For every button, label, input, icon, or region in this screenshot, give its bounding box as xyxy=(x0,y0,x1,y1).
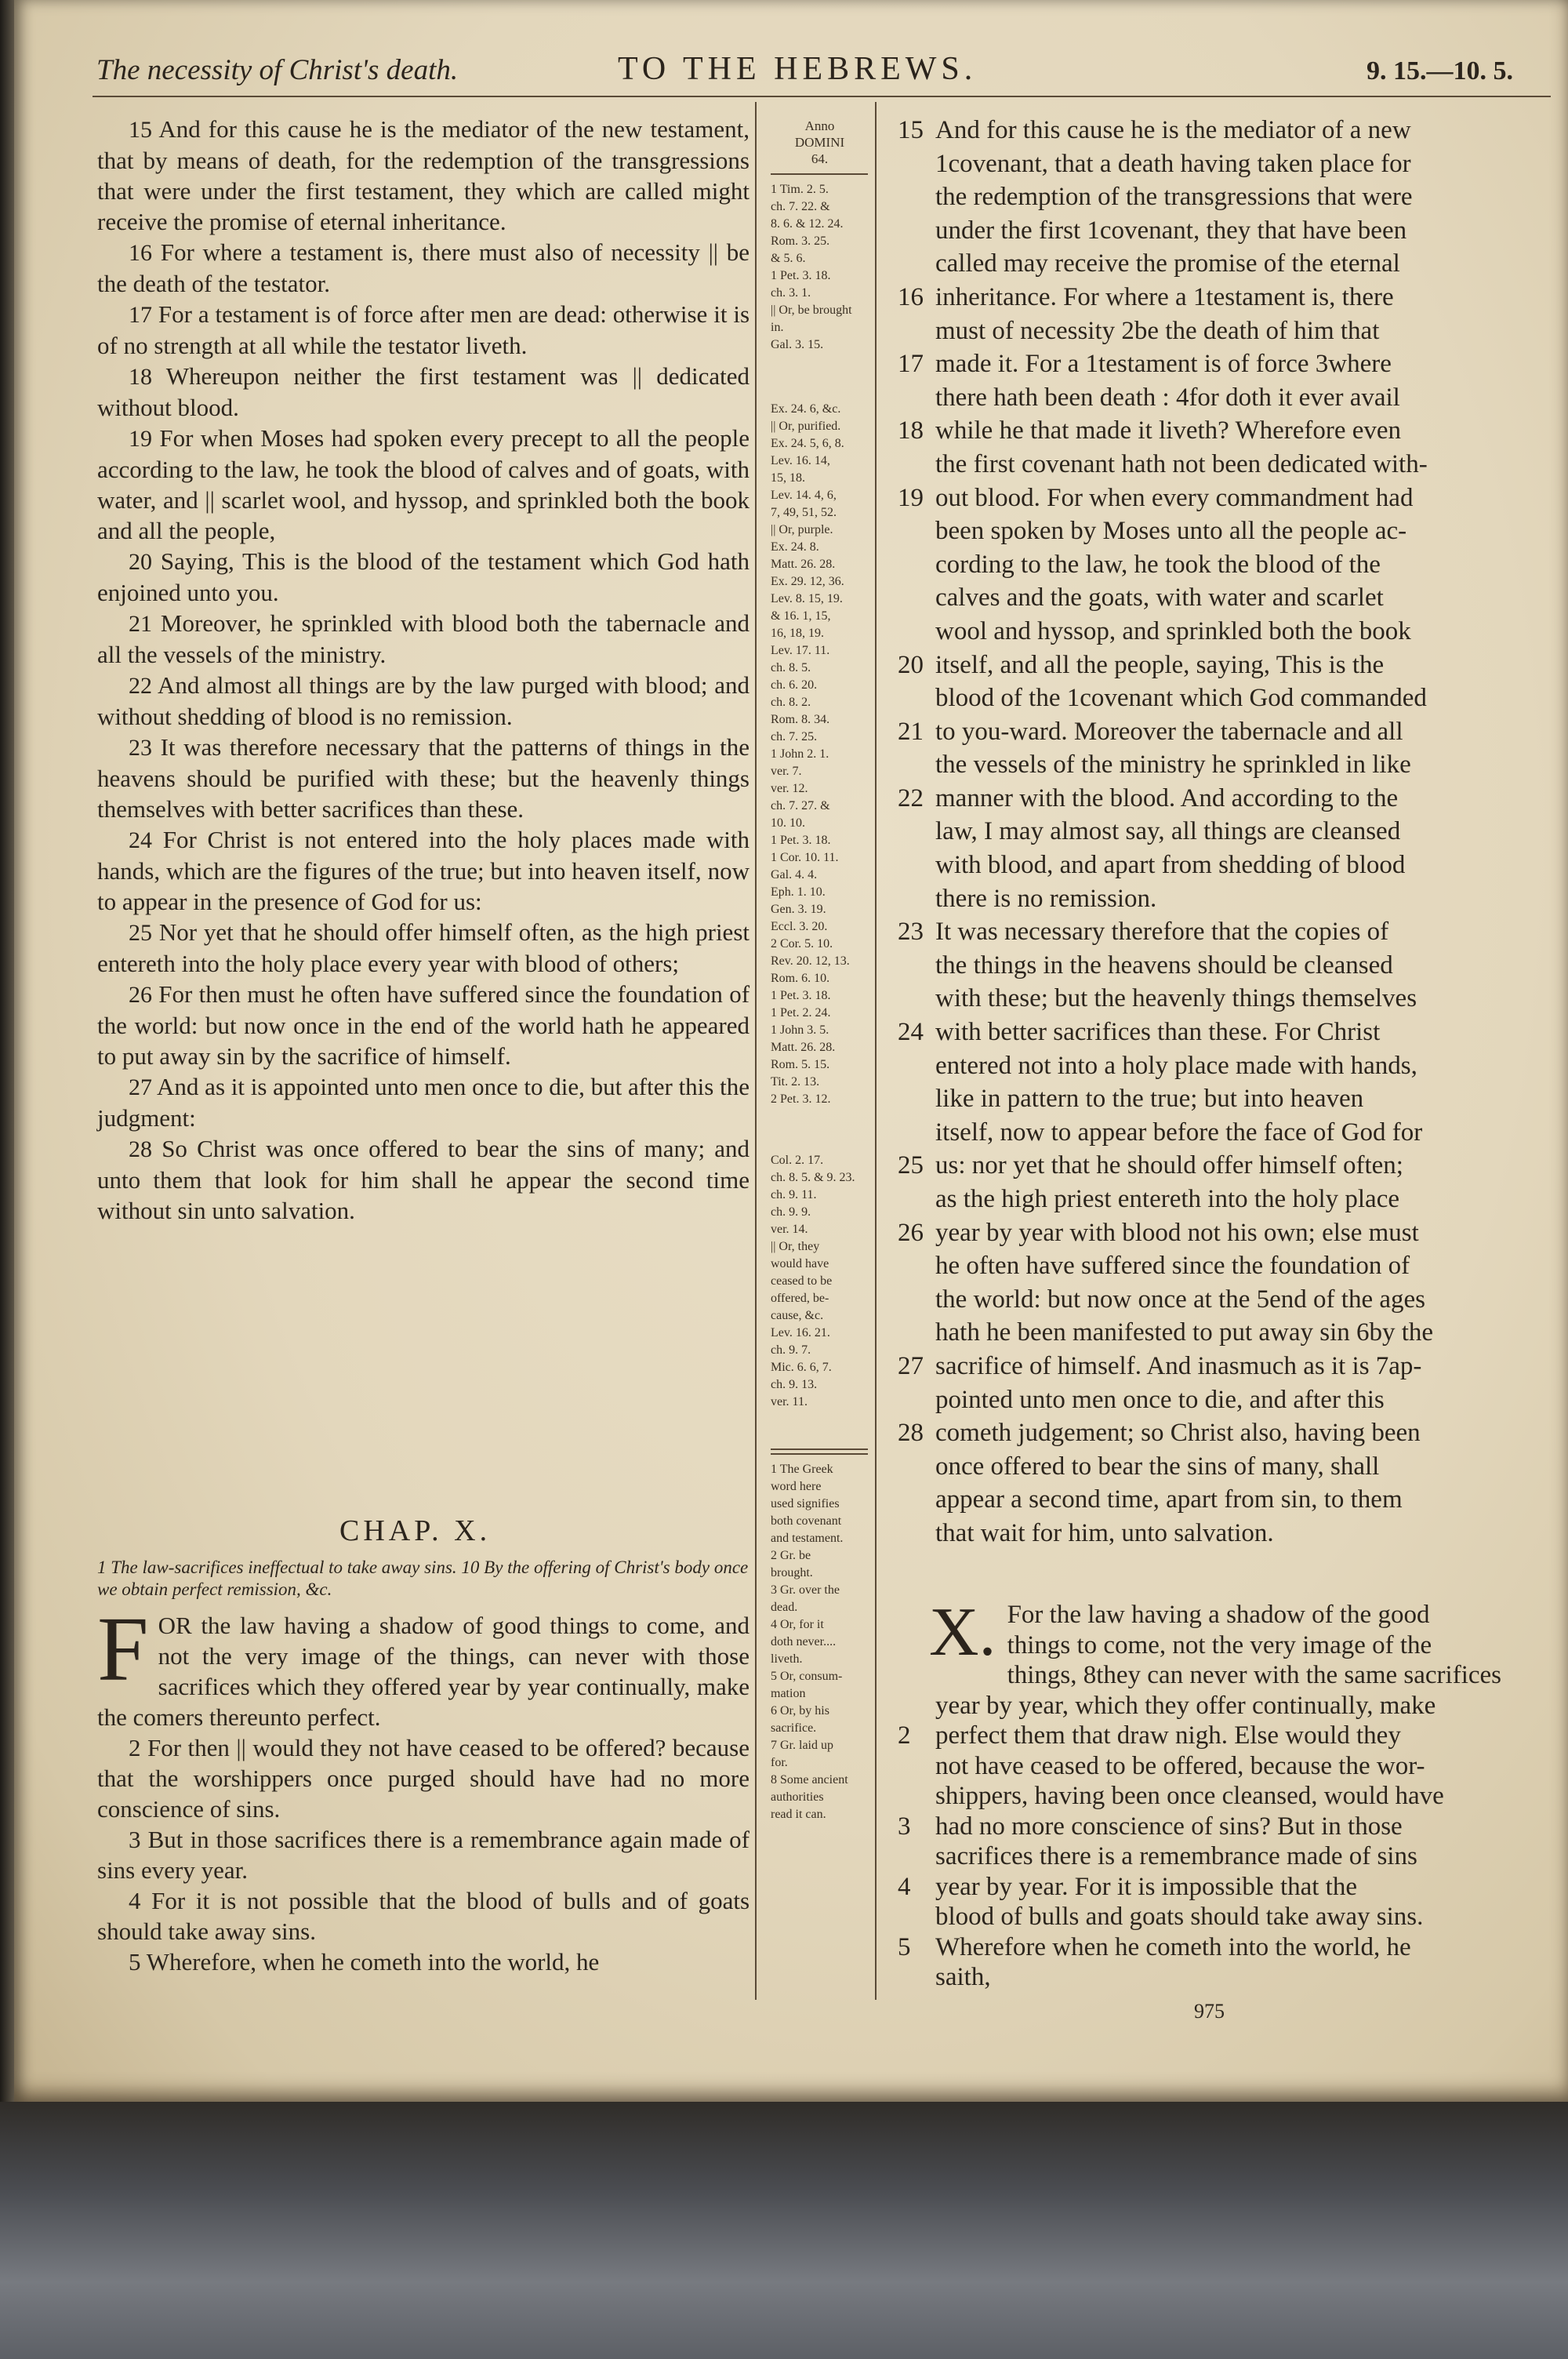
text-line xyxy=(898,1902,1544,1932)
reference-entry: ch. 7. 25. xyxy=(771,730,818,743)
reference-entry: sacrifice. xyxy=(771,1721,817,1735)
verse-block: 2 For then || would they not have ceased to be offered? because that the worshippers once purged should have had no more conscience of sins. xyxy=(97,1734,750,1823)
line-text: 1covenant, that a death having taken place for xyxy=(935,149,1411,178)
reference-entry: 7, 49, 51, 52. xyxy=(771,506,837,519)
text-line xyxy=(898,180,1544,214)
column-divider-left xyxy=(755,102,757,2000)
reference-entry: 1 Pet. 3. 18. xyxy=(771,989,831,1002)
verse-block: 16 For where a testament is, there must also of necessity || be the death of the testator. xyxy=(97,238,750,297)
text-line xyxy=(898,782,1544,816)
line-text: cording to the law, he took the blood of the xyxy=(935,550,1381,579)
reference-entry: ch. 8. 2. xyxy=(771,696,811,709)
reference-entry: Col. 2. 17. xyxy=(771,1154,824,1167)
reference-entry: brought. xyxy=(771,1566,813,1579)
notes-rule xyxy=(771,1448,868,1450)
text-line xyxy=(898,1450,1544,1484)
line-text: hath he been manifested to put away sin 6by the xyxy=(935,1318,1434,1347)
drop-cap: F xyxy=(97,1598,149,1700)
verse-block: 24 For Christ is not entered into the holy places made with hands, which are the figures of the true; but into heaven itself, now to appear in the presence of God for us: xyxy=(97,826,750,915)
anno-rule xyxy=(771,173,868,175)
line-text: the vessels of the ministry he sprinkled in like xyxy=(935,751,1411,780)
page-number: 975 xyxy=(1194,2000,1225,2023)
reference-entry: Ex. 24. 6, &c. xyxy=(771,402,841,416)
reference-entry: read it can. xyxy=(771,1808,826,1821)
text-line xyxy=(898,949,1544,983)
reference-group xyxy=(771,1152,869,1411)
text-line xyxy=(898,1049,1544,1083)
verse-number: 4 xyxy=(898,1872,911,1901)
bible-page xyxy=(14,0,1568,2102)
text-line xyxy=(898,1383,1544,1417)
verse-number: 17 xyxy=(898,350,924,379)
line-text: there is no remission. xyxy=(935,884,1157,913)
reference-entry: 3 Gr. over the xyxy=(771,1583,840,1597)
verse-block: 28 So Christ was once offered to bear the sins of many; and unto them that look for him shall he appear the second time without sin unto salvation. xyxy=(97,1135,750,1224)
text-line xyxy=(898,1149,1544,1183)
text-line xyxy=(898,849,1544,882)
line-text: while he that made it liveth? Wherefore even xyxy=(935,416,1402,445)
reference-entry: Eccl. 3. 20. xyxy=(771,920,828,933)
text-line xyxy=(898,1751,1544,1782)
line-text: under the first 1covenant, they that have been xyxy=(935,216,1407,245)
reference-entry: Lev. 16. 21. xyxy=(771,1326,830,1339)
text-line xyxy=(898,381,1544,415)
reference-entry: Lev. 16. 14, xyxy=(771,454,830,467)
text-line xyxy=(898,1660,1544,1691)
line-text: law, I may almost say, all things are cleansed xyxy=(935,817,1401,846)
line-text: sacrifices there is a remembrance made of sins xyxy=(935,1842,1417,1870)
reference-entry: 1 Pet. 2. 24. xyxy=(771,1006,831,1020)
text-line xyxy=(898,147,1544,181)
text-line xyxy=(898,347,1544,381)
reference-entry: Gen. 3. 19. xyxy=(771,903,826,916)
verse-block: 25 Nor yet that he should offer himself often, as the high priest entereth into the holy place every year with blood of others; xyxy=(97,918,750,977)
reference-entry: both covenant xyxy=(771,1514,842,1528)
text-line xyxy=(898,1350,1544,1383)
reference-entry: 1 Tim. 2. 5. xyxy=(771,183,829,196)
line-text: as the high priest entereth into the holy place xyxy=(935,1185,1399,1213)
text-line xyxy=(898,1316,1544,1350)
text-line xyxy=(898,114,1544,147)
rv-column xyxy=(898,114,1544,1550)
verse-number: 20 xyxy=(898,650,924,679)
reference-entry: || Or, be brought xyxy=(771,304,852,317)
line-text: that wait for him, unto salvation. xyxy=(935,1518,1274,1547)
verse-number: 23 xyxy=(898,918,924,947)
text-line xyxy=(898,214,1544,248)
reference-entry: ch. 7. 22. & xyxy=(771,200,830,213)
line-text: been spoken by Moses unto all the people ac- xyxy=(935,517,1407,546)
running-head-title: TO THE HEBREWS. xyxy=(618,51,978,87)
verse-number: 3 xyxy=(898,1812,911,1841)
text-line xyxy=(898,1872,1544,1903)
reference-entry: Gal. 4. 4. xyxy=(771,868,818,881)
line-text: the world: but now once at the 5end of the ages xyxy=(935,1285,1425,1314)
text-line xyxy=(898,915,1544,949)
reference-entry: 2 Cor. 5. 10. xyxy=(771,937,833,951)
text-line xyxy=(898,815,1544,849)
line-text: to you-ward. Moreover the tabernacle and all xyxy=(935,717,1403,746)
reference-entry: for. xyxy=(771,1756,788,1769)
text-line xyxy=(898,748,1544,782)
reference-entry: Ex. 24. 8. xyxy=(771,540,819,554)
reference-group xyxy=(771,181,869,354)
verse-number: 15 xyxy=(898,116,924,144)
line-text: the things in the heavens should be cleansed xyxy=(935,951,1393,980)
reference-entry: cause, &c. xyxy=(771,1309,824,1322)
text-line xyxy=(898,1962,1544,1993)
reference-entry: ch. 8. 5. xyxy=(771,661,811,674)
verse-block: 19 For when Moses had spoken every precept to all the people according to the law, he took the blood of calves and of goats, with water, and || scarlet wool, and hyssop, and sprinkled both the book and all the people, xyxy=(97,424,750,544)
text-line xyxy=(898,1183,1544,1216)
line-text: with better sacrifices than these. For Christ xyxy=(935,1018,1381,1047)
reference-entry: 6 Or, by his xyxy=(771,1704,829,1717)
text-line xyxy=(898,482,1544,515)
line-text: out blood. For when every commandment had xyxy=(935,483,1414,512)
line-text: with these; but the heavenly things themselves xyxy=(935,984,1417,1013)
line-text: manner with the blood. And according to the xyxy=(935,783,1399,812)
text-line xyxy=(898,581,1544,615)
rv-chapter-text xyxy=(898,1594,1544,1993)
line-text: made it. For a 1testament is of force 3where xyxy=(935,350,1392,379)
reference-entry: ch. 7. 27. & xyxy=(771,799,830,812)
line-text: there hath been death : 4for doth it ever avail xyxy=(935,383,1400,412)
reference-entry: word here xyxy=(771,1480,822,1493)
line-text: once offered to bear the sins of many, shall xyxy=(935,1452,1380,1481)
verse-block: 17 For a testament is of force after men are dead: otherwise it is of no strength at all while the testator liveth. xyxy=(97,300,750,359)
verse-number: 27 xyxy=(898,1351,924,1380)
reference-entry: 1 Pet. 3. 18. xyxy=(771,269,831,282)
verse-block: 26 For then must he often have suffered since the foundation of the world: but now once in the end of the world hath he appeared to put away sin by the sacrifice of himself. xyxy=(97,980,750,1070)
reference-entry: Matt. 26. 28. xyxy=(771,558,836,571)
chapter-summary: 1 The law-sacrifices ineffectual to take away sins. 10 By the offering of Christ's body once we obtain perfect remission, &c. xyxy=(97,1558,749,1599)
line-text: us: nor yet that he should offer himself often; xyxy=(935,1151,1403,1180)
reference-entry: 1 Cor. 10. 11. xyxy=(771,851,839,864)
text-line xyxy=(898,247,1544,281)
reference-entry: dead. xyxy=(771,1601,798,1614)
reference-entry: ch. 9. 9. xyxy=(771,1205,811,1219)
verse-number: 25 xyxy=(898,1151,924,1180)
line-text: year by year with blood not his own; else must xyxy=(935,1218,1419,1247)
reference-entry: || Or, purple. xyxy=(771,523,833,536)
text-line xyxy=(898,1082,1544,1116)
verse-number: 26 xyxy=(898,1218,924,1247)
line-text: called may receive the promise of the eternal xyxy=(935,249,1400,278)
text-line xyxy=(898,1932,1544,1963)
reference-entry: || Or, purified. xyxy=(771,420,841,433)
reference-entry: 10. 10. xyxy=(771,816,805,830)
line-text: calves and the goats, with water and scarlet xyxy=(935,583,1384,612)
reference-entry: Lev. 17. 11. xyxy=(771,644,830,657)
text-line xyxy=(898,1216,1544,1250)
text-line xyxy=(898,715,1544,749)
reference-entry: 1 John 3. 5. xyxy=(771,1023,829,1037)
reference-entry: 1 The Greek xyxy=(771,1463,833,1476)
reference-entry: ch. 9. 7. xyxy=(771,1343,811,1357)
line-text: appear a second time, apart from sin, to them xyxy=(935,1485,1403,1514)
text-line xyxy=(898,982,1544,1016)
header-rule xyxy=(93,96,1551,97)
reference-entry: ceased to be xyxy=(771,1274,833,1288)
reference-entry: ver. 14. xyxy=(771,1223,808,1236)
text-line xyxy=(898,1249,1544,1283)
year-label: 64. xyxy=(811,151,829,166)
reference-entry: ver. 7. xyxy=(771,765,802,778)
text-line xyxy=(898,1630,1544,1661)
verse-block: 20 Saying, This is the blood of the testament which God hath enjoined unto you. xyxy=(97,547,750,606)
chapter-text xyxy=(97,1598,750,1977)
text-line xyxy=(898,1721,1544,1751)
verse-block: 22 And almost all things are by the law purged with blood; and without shedding of blood is no remission. xyxy=(97,671,750,730)
text-line xyxy=(898,1416,1544,1450)
reference-entry: 2 Pet. 3. 12. xyxy=(771,1092,831,1106)
text-line xyxy=(898,1600,1544,1630)
reference-entry: liveth. xyxy=(771,1652,803,1666)
reference-entry: Rev. 20. 12, 13. xyxy=(771,954,850,968)
verse-number: 21 xyxy=(898,717,924,746)
line-text: cometh judgement; so Christ also, having been xyxy=(935,1419,1421,1448)
line-text: pointed unto men once to die, and after this xyxy=(935,1385,1385,1414)
verse-number: 24 xyxy=(898,1018,924,1047)
reference-entry: 1 John 2. 1. xyxy=(771,747,829,761)
kjv-column xyxy=(97,114,750,1226)
line-text: And for this cause he is the mediator of a new xyxy=(935,116,1411,144)
reference-entry: Lev. 8. 15, 19. xyxy=(771,592,843,605)
text-line xyxy=(898,1116,1544,1150)
text-line xyxy=(898,649,1544,682)
line-text: things to come, not the very image of the xyxy=(1007,1630,1432,1659)
line-text: the first covenant hath not been dedicated with- xyxy=(935,449,1428,478)
reference-entry: 8 Some ancient xyxy=(771,1773,848,1787)
marginal-references xyxy=(771,118,869,1823)
reference-entry: 2 Gr. be xyxy=(771,1549,811,1562)
reference-entry: Rom. 5. 15. xyxy=(771,1058,830,1071)
reference-entry: would have xyxy=(771,1257,829,1270)
verse-block: 23 It was therefore necessary that the patterns of things in the heavens should be purified with these; but the heavenly things themselves with better sacrifices than these. xyxy=(97,733,750,823)
verse-block: FOR the law having a shadow of good things to come, and not the very image of the things, can never with those sacrifices which they offered year by year continually, make the comers thereunto perfect. xyxy=(97,1598,750,1731)
reference-entry: mation xyxy=(771,1687,806,1700)
text-line xyxy=(898,514,1544,548)
footnotes-group xyxy=(771,1461,869,1823)
verse-block: 21 Moreover, he sprinkled with blood both the tabernacle and all the vessels of the ministry. xyxy=(97,609,750,668)
line-text: year by year, which they offer continually, make xyxy=(935,1691,1436,1720)
verse-block: 15 And for this cause he is the mediator of the new testament, that by means of death, for the redemption of the transgressions that were under the first testament, they which are called might receive the promise of eternal inheritance. xyxy=(97,115,750,235)
background-surface xyxy=(0,2102,1568,2359)
line-text: perfect them that draw nigh. Else would they xyxy=(935,1721,1401,1750)
reference-entry: 7 Gr. laid up xyxy=(771,1739,833,1752)
drop-cap: X. xyxy=(929,1594,996,1670)
reference-entry: Eph. 1. 10. xyxy=(771,885,826,899)
verse-number: 28 xyxy=(898,1419,924,1448)
text-line xyxy=(898,882,1544,916)
text-line xyxy=(898,1691,1544,1721)
verse-block: 27 And as it is appointed unto men once to die, but after this the judgment: xyxy=(97,1073,750,1132)
reference-entry: ch. 3. 1. xyxy=(771,286,811,300)
verse-block: 5 Wherefore, when he cometh into the world, he xyxy=(129,1948,600,1976)
text-line xyxy=(898,1841,1544,1872)
verse-number: 16 xyxy=(898,282,924,311)
text-line xyxy=(898,281,1544,314)
domini-label: DOMINI xyxy=(794,135,845,150)
reference-group xyxy=(771,401,869,1108)
anno-label: Anno xyxy=(804,118,835,133)
reference-entry: ch. 8. 5. & 9. 23. xyxy=(771,1171,855,1184)
line-text: shippers, having been once cleansed, would have xyxy=(935,1782,1444,1810)
text-line xyxy=(898,414,1544,448)
line-text: he often have suffered since the foundation of xyxy=(935,1252,1410,1281)
reference-entry: offered, be- xyxy=(771,1292,829,1305)
reference-entry: ch. 9. 13. xyxy=(771,1378,818,1391)
reference-entry: doth never.... xyxy=(771,1635,837,1648)
line-text: with blood, and apart from shedding of blood xyxy=(935,851,1406,880)
chapter-title: CHAP. X. xyxy=(339,1514,492,1547)
line-text: blood of the 1covenant which God commanded xyxy=(935,684,1427,713)
verse-number: 19 xyxy=(898,483,924,512)
line-text: For the law having a shadow of the good xyxy=(1007,1601,1430,1629)
text-line xyxy=(898,548,1544,582)
reference-entry: Matt. 26. 28. xyxy=(771,1041,836,1054)
line-text: sacrifice of himself. And inasmuch as it is 7ap- xyxy=(935,1351,1422,1380)
column-divider-right xyxy=(875,102,877,2000)
reference-entry: and testament. xyxy=(771,1532,844,1545)
reference-entry: ch. 6. 20. xyxy=(771,678,818,692)
reference-entry: in. xyxy=(771,321,784,334)
line-text: blood of bulls and goats should take away sins. xyxy=(935,1903,1424,1931)
line-text: It was necessary therefore that the copies of xyxy=(935,918,1389,947)
line-text: things, 8they can never with the same sacrifices xyxy=(1007,1661,1502,1689)
line-text: the redemption of the transgressions that were xyxy=(935,183,1413,212)
verse-block: 4 For it is not possible that the blood of bulls and of goats should take away sins. xyxy=(97,1887,750,1945)
reference-entry: Ex. 29. 12, 36. xyxy=(771,575,844,588)
text-line xyxy=(898,314,1544,348)
line-text: year by year. For it is impossible that the xyxy=(935,1872,1357,1901)
reference-entry: 4 Or, for it xyxy=(771,1618,824,1631)
reference-entry: & 5. 6. xyxy=(771,252,806,265)
reference-entry: ch. 9. 11. xyxy=(771,1188,817,1201)
text-line xyxy=(898,448,1544,482)
verse-number: 22 xyxy=(898,783,924,812)
reference-entry: ver. 12. xyxy=(771,782,808,795)
reference-entry: Ex. 24. 5, 6, 8. xyxy=(771,437,844,450)
reference-entry: Tit. 2. 13. xyxy=(771,1075,820,1089)
line-text: saith, xyxy=(935,1963,991,1991)
reference-entry: 15, 18. xyxy=(771,471,805,485)
line-text: itself, and all the people, saying, This is the xyxy=(935,650,1385,679)
line-text: must of necessity 2be the death of him that xyxy=(935,316,1380,345)
reference-entry: Gal. 3. 15. xyxy=(771,338,824,351)
verse-block: 18 Whereupon neither the first testament was || dedicated without blood. xyxy=(97,362,750,421)
line-text: inheritance. For where a 1testament is, there xyxy=(935,282,1394,311)
reference-entry: ver. 11. xyxy=(771,1395,808,1408)
verse-number: 18 xyxy=(898,416,924,445)
text-line xyxy=(898,615,1544,649)
verse-number: 5 xyxy=(898,1932,911,1961)
reference-entry: 5 Or, consum- xyxy=(771,1670,843,1683)
reference-entry: authorities xyxy=(771,1790,824,1804)
reference-entry: Rom. 3. 25. xyxy=(771,234,830,248)
line-text: had no more conscience of sins? But in those xyxy=(935,1812,1403,1841)
text-line xyxy=(898,1517,1544,1550)
text-line xyxy=(898,682,1544,715)
line-text: not have ceased to be offered, because the wor- xyxy=(935,1751,1425,1780)
line-text: itself, now to appear before the face of God for xyxy=(935,1118,1423,1147)
notes-rule xyxy=(771,1453,868,1455)
reference-entry: Lev. 14. 4, 6, xyxy=(771,489,837,502)
running-head-left: The necessity of Christ's death. xyxy=(96,54,459,86)
text-line xyxy=(898,1283,1544,1317)
reference-entry: Rom. 8. 34. xyxy=(771,713,830,726)
line-text: Wherefore when he cometh into the world, he xyxy=(935,1932,1411,1961)
reference-entry: || Or, they xyxy=(771,1240,820,1253)
reference-entry: 8. 6. & 12. 24. xyxy=(771,217,844,231)
reference-entry: Mic. 6. 6, 7. xyxy=(771,1361,832,1374)
reference-entry: 1 Pet. 3. 18. xyxy=(771,834,831,847)
line-text: wool and hyssop, and sprinkled both the book xyxy=(935,616,1411,645)
line-text: like in pattern to the true; but into heaven xyxy=(935,1085,1364,1114)
running-head-reference: 9. 15.—10. 5. xyxy=(1367,56,1513,85)
text-line xyxy=(898,1483,1544,1517)
verse-number: 2 xyxy=(898,1721,911,1750)
reference-entry: used signifies xyxy=(771,1497,840,1510)
text-line xyxy=(898,1812,1544,1842)
reference-entry: & 16. 1, 15, xyxy=(771,609,831,623)
verse-block: 3 But in those sacrifices there is a remembrance again made of sins every year. xyxy=(97,1826,750,1884)
line-text: entered not into a holy place made with hands, xyxy=(935,1051,1417,1080)
text-line xyxy=(898,1016,1544,1049)
reference-entry: Rom. 6. 10. xyxy=(771,972,830,985)
text-line xyxy=(898,1781,1544,1812)
reference-entry: 16, 18, 19. xyxy=(771,627,824,640)
